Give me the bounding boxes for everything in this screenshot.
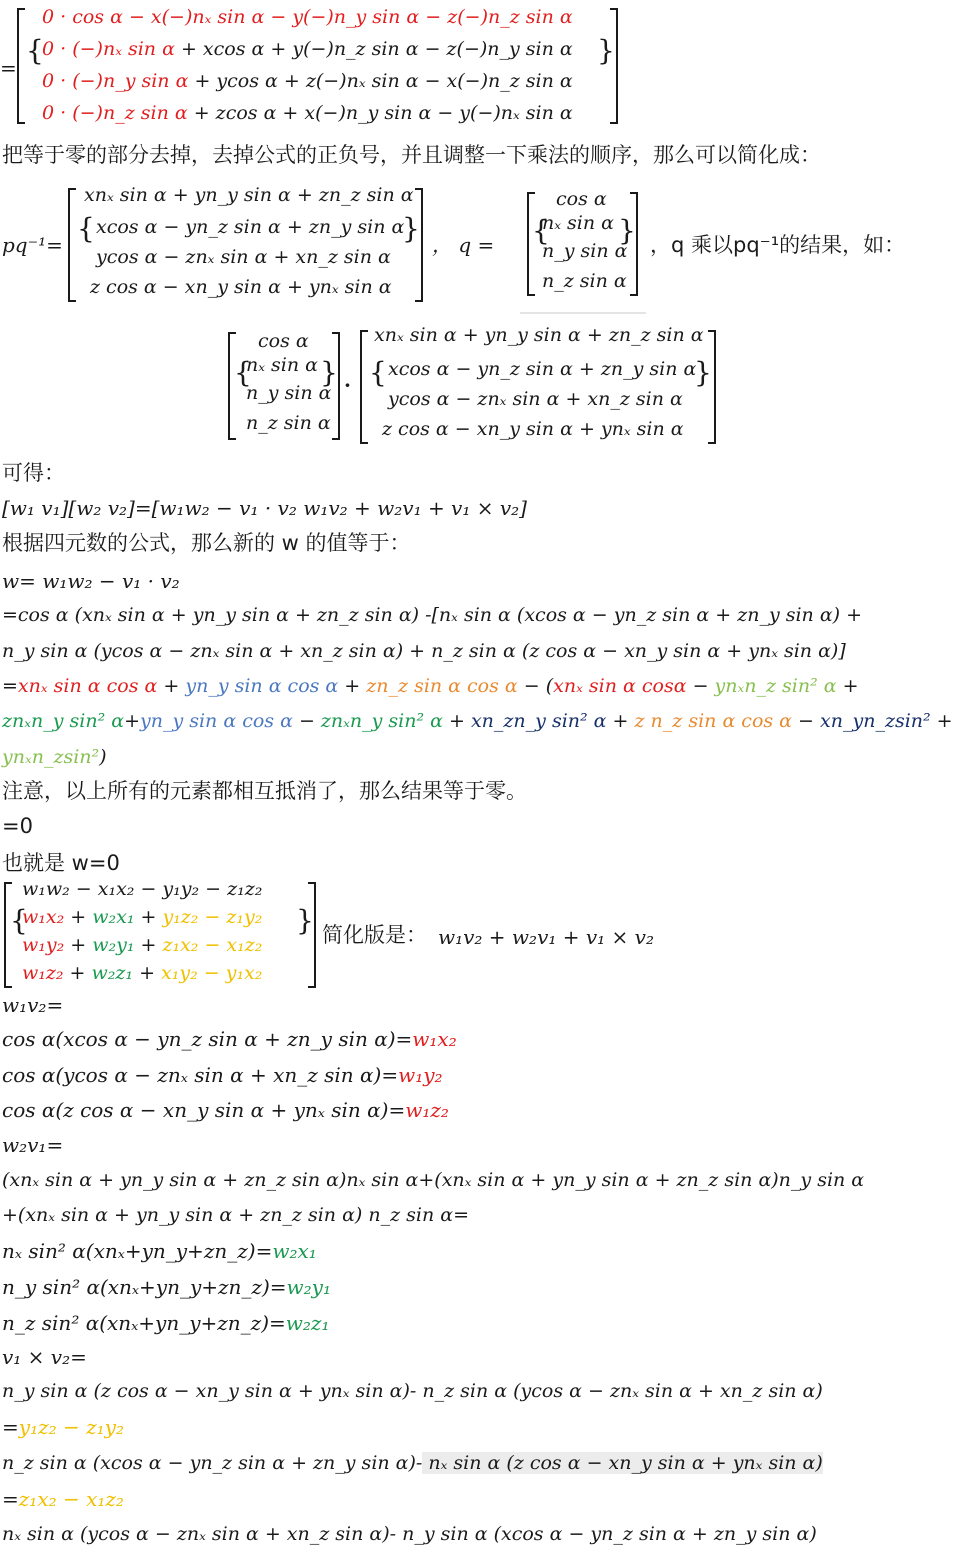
term: + xyxy=(64,934,93,956)
term: n_y sin² α(xnₓ+yn_y+zn_z)= xyxy=(2,1275,287,1299)
formula xyxy=(2,1026,457,1052)
formula xyxy=(2,1450,823,1476)
formula xyxy=(2,1414,124,1440)
term: + xyxy=(124,710,140,732)
term: + xyxy=(134,934,163,956)
term: n_z sin² α(xnₓ+yn_y+zn_z)= xyxy=(2,1311,286,1335)
left-brace: { xyxy=(10,904,28,937)
term: = xyxy=(2,675,18,697)
term: yn_y sin α cos α xyxy=(185,675,339,697)
formula: nₓ sin α (ycos α − znₓ sin α + xn_z sin α)- n_y sin α (xcos α − yn_z sin α + zn_y sin α) xyxy=(2,1523,817,1545)
term: w₁z₂ xyxy=(405,1098,449,1122)
matrix-row: xcos α − yn_z sin α + zn_y sin α xyxy=(96,216,405,238)
matrix-row: xcos α − yn_z sin α + zn_y sin α xyxy=(388,358,697,380)
matrix-row xyxy=(42,6,573,28)
term: y₁z₂ − z₁y₂ xyxy=(18,1415,124,1439)
term: w₂x₁ xyxy=(272,1239,317,1263)
formula xyxy=(2,1097,449,1123)
term: z₁x₂ − x₁z₂ xyxy=(162,934,263,956)
red-term: 0 · (−)nₓ sin α xyxy=(42,38,175,60)
matrix-row: n_y sin α xyxy=(542,240,628,262)
matrix-row: z cos α − xn_y sin α + ynₓ sin α xyxy=(382,418,684,440)
formula: n_y sin α (ycos α − znₓ sin α + xn_z sin α) + n_z sin α (z cos α − xn_y sin α + ynₓ sin α)] xyxy=(2,640,846,662)
term: w₂z₁ xyxy=(285,1311,330,1335)
formula xyxy=(2,1486,124,1512)
left-brace: { xyxy=(234,356,252,389)
term: w₂y₁ xyxy=(92,934,135,956)
term: zn_z sin α cos α xyxy=(366,675,518,697)
left-bracket xyxy=(360,330,368,444)
paragraph: 根据四元数的公式，那么新的 w 的值等于： xyxy=(2,531,411,555)
term: w₁x₂ xyxy=(412,1027,457,1051)
left-brace: { xyxy=(369,356,387,389)
term: = xyxy=(2,1487,19,1511)
left-brace: { xyxy=(26,34,44,67)
term: ynₓn_zsin² xyxy=(2,746,100,768)
matrix-row: xnₓ sin α + yn_y sin α + zn_z sin α xyxy=(84,184,414,206)
term: w₁z₂ xyxy=(22,962,64,984)
term: w₂y₁ xyxy=(286,1275,331,1299)
term: + xyxy=(63,962,92,984)
term: x₁y₂ − y₁x₂ xyxy=(161,962,263,984)
matrix-row: xnₓ sin α + yn_y sin α + zn_z sin α xyxy=(374,324,704,346)
term: xn_zn_y sin² α xyxy=(470,710,607,732)
formula xyxy=(2,1310,329,1336)
term: xnₓ sin α cosα xyxy=(553,675,687,697)
formula: =cos α (xnₓ sin α + yn_y sin α + zn_z sin α) -[nₓ sin α (xcos α − yn_z sin α + zn_y sin α) + xyxy=(2,604,863,626)
pq-label: pq⁻¹= xyxy=(2,233,63,257)
matrix-row: nₓ sin α xyxy=(246,354,318,376)
formula xyxy=(2,1238,317,1264)
formula: w₁v₂= xyxy=(2,993,64,1017)
formula: [w₁ v₁][w₂ v₂]=[w₁w₂ − v₁ · v₂ w₁v₂ + w₂v₁ + v₁ × v₂] xyxy=(2,496,527,520)
term: yn_y sin α cos α xyxy=(139,710,293,732)
term: nₓ sin² α(xnₓ+yn_y+zn_z)= xyxy=(2,1239,273,1263)
matrix-row xyxy=(22,962,262,984)
right-brace: } xyxy=(694,356,712,389)
matrix-row: nₓ sin α xyxy=(542,212,614,234)
term: z₁x₂ − x₁z₂ xyxy=(18,1487,124,1511)
row-text: + zcos α + x(−)n_y sin α − y(−)nₓ sin α xyxy=(187,102,573,124)
term: − ( xyxy=(517,675,554,697)
term: + xyxy=(64,906,93,928)
formula: w= w₁w₂ − v₁ · v₂ xyxy=(2,569,180,593)
matrix-row: n_z sin α xyxy=(246,412,331,434)
term: + xyxy=(606,710,635,732)
term: w₂z₁ xyxy=(91,962,134,984)
row-text: 0 · cos α − x(−)nₓ sin α − y(−)n_y sin α − z(−)n_z sin α xyxy=(42,6,573,28)
term: + xyxy=(836,675,859,697)
formula: n_y sin α (z cos α − xn_y sin α + ynₓ sin α)- n_z sin α (ycos α − znₓ sin α + xn_z sin α) xyxy=(2,1380,823,1402)
term: + xyxy=(442,710,471,732)
term: ) xyxy=(99,746,107,768)
term: w₁y₂ xyxy=(398,1063,443,1087)
q-label: ， q = xyxy=(432,233,495,257)
term: + xyxy=(930,710,953,732)
term: cos α(z cos α − xn_y sin α + ynₓ sin α)= xyxy=(2,1098,406,1122)
formula: w₂v₁= xyxy=(2,1133,64,1157)
right-brace: } xyxy=(618,214,636,247)
matrix-row: ycos α − znₓ sin α + xn_z sin α xyxy=(388,388,683,410)
paragraph: ，q 乘以pq⁻¹的结果，如： xyxy=(650,233,906,257)
term: ynₓn_z sin² α xyxy=(714,675,837,697)
matrix-row xyxy=(42,70,573,92)
matrix-row: w₁w₂ − x₁x₂ − y₁y₂ − z₁z₂ xyxy=(22,878,263,900)
formula-colored xyxy=(2,673,859,699)
matrix-row: cos α xyxy=(556,188,607,210)
row-text: + xcos α + y(−)n_z sin α − z(−)n_y sin α xyxy=(174,38,573,60)
paragraph: 注意，以上所有的元素都相互抵消了，那么结果等于零。 xyxy=(2,779,527,803)
dot-operator: · xyxy=(344,373,351,397)
right-brace: } xyxy=(402,212,420,245)
formula: (xnₓ sin α + yn_y sin α + zn_z sin α)nₓ sin α+(xnₓ sin α + yn_y sin α + zn_z sin α)n_y sin α xyxy=(2,1169,865,1191)
term: = xyxy=(2,1415,19,1439)
matrix-row: ycos α − znₓ sin α + xn_z sin α xyxy=(96,246,391,268)
term: + xyxy=(133,962,162,984)
term: − xyxy=(292,710,321,732)
paragraph: =0 xyxy=(2,814,33,838)
paragraph: 可得： xyxy=(2,461,65,485)
matrix-row: n_y sin α xyxy=(246,382,332,404)
red-term: 0 · (−)n_y sin α xyxy=(42,70,189,92)
right-bracket xyxy=(415,188,423,302)
left-brace: { xyxy=(532,214,550,247)
matrix-row xyxy=(22,934,262,956)
matrix-row xyxy=(42,38,573,60)
term: z n_z sin α cos α xyxy=(634,710,793,732)
left-brace: { xyxy=(77,212,95,245)
term: znₓn_y sin² α xyxy=(2,710,125,732)
formula xyxy=(2,1274,331,1300)
term: + xyxy=(157,675,186,697)
equals-sign: = xyxy=(0,56,17,80)
formula: +(xnₓ sin α + yn_y sin α + zn_z sin α) n_z sin α= xyxy=(2,1204,470,1226)
matrix-row: cos α xyxy=(258,330,309,352)
term: cos α(xcos α − yn_z sin α + zn_y sin α)= xyxy=(2,1027,413,1051)
matrix-row xyxy=(22,906,262,928)
paragraph: 也就是 w=0 xyxy=(2,851,120,875)
matrix-row xyxy=(42,102,573,124)
matrix-row: n_z sin α xyxy=(542,270,627,292)
term: + xyxy=(338,675,367,697)
term: y₁z₂ − z₁y₂ xyxy=(162,906,263,928)
divider xyxy=(520,312,646,314)
term: znₓn_y sin² α xyxy=(320,710,443,732)
highlighted-term: nₓ sin α (z cos α − xn_y sin α + ynₓ sin α) xyxy=(422,1452,823,1474)
formula: v₁ × v₂= xyxy=(2,1345,87,1369)
term: w₁y₂ xyxy=(22,934,65,956)
term: w₁x₂ xyxy=(22,906,65,928)
left-bracket xyxy=(17,8,25,124)
term: − xyxy=(686,675,715,697)
formula-colored xyxy=(2,708,953,734)
left-bracket xyxy=(68,188,76,302)
right-brace: } xyxy=(597,34,615,67)
matrix-row: z cos α − xn_y sin α + ynₓ sin α xyxy=(90,276,392,298)
term: xnₓ sin α cos α xyxy=(17,675,158,697)
term: − xyxy=(792,710,821,732)
paragraph: 把等于零的部分去掉，去掉公式的正负号，并且调整一下乘法的顺序，那么可以简化成： xyxy=(2,143,821,167)
right-brace: } xyxy=(320,356,338,389)
row-text: + ycos α + z(−)nₓ sin α − x(−)n_z sin α xyxy=(188,70,573,92)
formula-colored xyxy=(2,744,107,770)
term: xn_yn_zsin² xyxy=(820,710,931,732)
formula xyxy=(2,1062,443,1088)
red-term: 0 · (−)n_z sin α xyxy=(42,102,188,124)
term: + xyxy=(134,906,163,928)
term: w₂x₁ xyxy=(92,906,135,928)
term: cos α(ycos α − znₓ sin α + xn_z sin α)= xyxy=(2,1063,399,1087)
formula: w₁v₂ + w₂v₁ + v₁ × v₂ xyxy=(438,925,654,949)
term: n_z sin α (xcos α − yn_z sin α + zn_y sin α)- xyxy=(2,1452,423,1474)
right-brace: } xyxy=(296,904,314,937)
simplified-label: 简化版是： xyxy=(322,923,427,947)
